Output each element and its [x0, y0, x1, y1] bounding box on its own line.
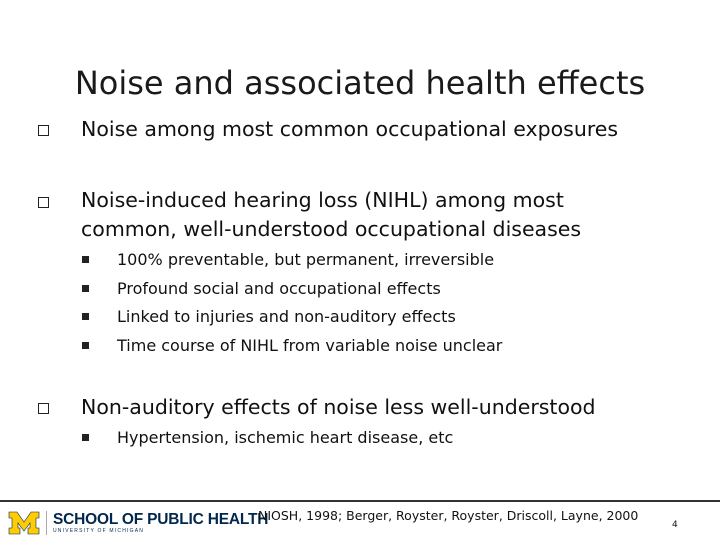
bullet-text: Non-auditory effects of noise less well-understood [81, 395, 596, 419]
page-number: 4 [672, 520, 678, 530]
sub-bullet-text: Hypertension, ischemic heart disease, etc [117, 428, 454, 447]
hollow-square-bullet-icon [38, 197, 49, 208]
filled-square-bullet-icon [82, 313, 89, 320]
filled-square-bullet-icon [82, 342, 89, 349]
logo-text: SCHOOL OF PUBLIC HEALTH [53, 511, 269, 528]
sub-bullet-text: 100% preventable, but permanent, irreversible [117, 250, 495, 269]
citation: NIOSH, 1998; Berger, Royster, Royster, Driscoll, Layne, 2000 [258, 508, 639, 523]
hollow-square-bullet-icon [38, 125, 49, 136]
sub-bullet-text: Profound social and occupational effects [117, 279, 441, 298]
sub-bullet-text: Linked to injuries and non-auditory effects [117, 307, 456, 326]
sub-bullet-text: Time course of NIHL from variable noise unclear [117, 336, 503, 355]
logo-divider [46, 511, 47, 535]
filled-square-bullet-icon [82, 256, 89, 263]
block-m-icon [8, 509, 40, 537]
logo-subtext: UNIVERSITY OF MICHIGAN [53, 528, 145, 534]
hollow-square-bullet-icon [38, 403, 49, 414]
bullet-text: Noise among most common occupational exposures [81, 117, 619, 141]
school-logo [8, 508, 268, 538]
filled-square-bullet-icon [82, 285, 89, 292]
slide-title: Noise and associated health effects [74, 64, 646, 102]
footer-divider [0, 500, 720, 502]
filled-square-bullet-icon [82, 434, 89, 441]
bullet-text: Noise-induced hearing loss (NIHL) among most common, well-understood occupational diseases [81, 188, 582, 241]
